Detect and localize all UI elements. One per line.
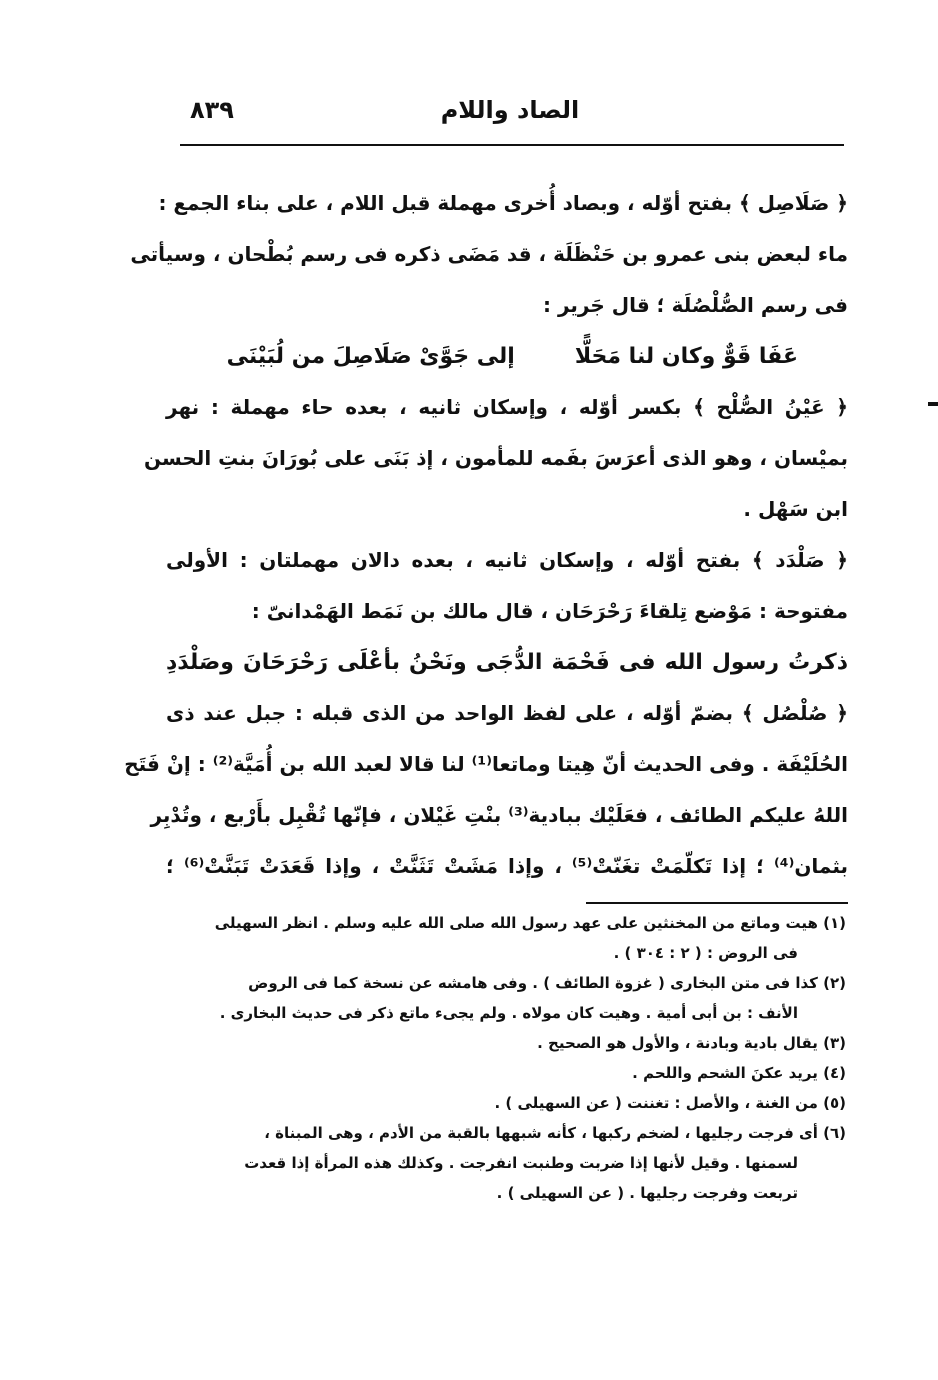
footnote-line: لسمنها . وقيل لأنها إذا ضربت وطنبت انفرجت . وكذلك هذه المرأة إذا قعدت [244,1154,798,1172]
footnote-line: تربعت وفرجت رجليها . ( عن السهيلى ) . [496,1184,798,1202]
text-line: فى رسم الصُّلْصُلَة ؛ قال جَرير : [543,293,848,317]
main-text [124,178,848,892]
footnote-line: الأنف : بن أبى أمية . وهيت كان مولاه . ولم يجىء ماتع ذكر فى حديث البخارى . [219,1004,798,1022]
footnote-line: (٤) يريد عكنَ الشحم واللحم . [632,1064,846,1082]
text-line: ﴿ عَيْنُ الصُّلْح ﴾ بكسر أوّله ، وإسكان ثانيه ، بعده حاء مهملة : نهر [166,395,848,419]
footnote-line: (٦) أى فرجت رجليها ، لضخم ركبها ، كأنه شبهها بالقبة من الأدم ، وهى المبناة ، [264,1124,846,1142]
running-head [180,92,840,132]
text-line: اللهُ عليكم الطائف ، فعَلَيْك ببادية⁽³⁾ بنْتِ غَيْلان ، فإنّها تُقْبِل بأَرْبع ، وتُدْبِر [150,803,848,827]
footnote-line: (٢) كذا فى متن البخارى ( غزوة الطائف ) . وفى هامشه عن نسخة كما فى الروض [248,974,846,992]
text-line: مفتوحة : مَوْضع تِلقاءَ رَحْرَحَان ، قال مالك بن نَمَط الهَمْدانىّ : [251,599,848,623]
text-line: ﴿ صَلْدَد ﴾ بفتح أوّله ، وإسكان ثانيه ، بعده دالان مهملتان : الأولى [166,548,848,572]
footnotes [170,908,846,1208]
verse-second-hemistich: إلى جَوَّىْ صَلَاصِلَ من لُبَيْنَى [226,344,515,369]
footnote-rule [586,902,848,904]
page-number: ٨٣٩ [190,96,234,124]
margin-mark [928,402,938,406]
text-line: بميْسان ، وهو الذى أعرَسَ بفَمه للمأمون ، إذ بَنَى على بُورَانَ بنتِ الحسن [144,446,848,470]
text-line: ابن سَهْل . [743,497,848,521]
text-line: ﴿ صُلْصُل ﴾ بضمّ أوّله ، على لفظ الواحد من الذى قبله : جبل عند ذى [166,701,848,725]
verse-line: ذكرتُ رسول الله فى فَحْمَة الدُّجَى ونَحْنُ بأعْلَى رَحْرَحَانَ وصَلْدَدِ [166,650,848,675]
text-line: ماء لبعض بنى عمرو بن حَنْظَلَة ، قد مَضَى ذكره فى رسم بُطْحان ، وسيأتى [130,242,848,266]
footnote-line: (١) هيت وماتع من المخنثين على عهد رسول الله صلى الله عليه وسلم . انظر السهيلى [214,914,846,932]
footnote-line: فى الروض : ( ٢ : ٣٠٤ ) . [613,944,798,962]
text-line: بثمان⁽⁴⁾ ؛ إذا تَكلّمَتْ تغَنّتْ⁽⁵⁾ ، وإذا مَشَتْ تَثَنَّتْ ، وإذا قَعَدَتْ تَبَنَّتْ⁽⁶⁾ ؛ [166,854,848,878]
footnote-line: (٣) يقال بادية وبادنة ، والأول هو الصحيح . [537,1034,846,1052]
verse-first-hemistich: عَفَا قَوٌّ وكان لنا مَحَلًّا [574,344,798,369]
header-rule [180,144,844,146]
page-title: الصاد واللام [440,96,580,124]
text-line: الحُلَيْفَة . وفى الحديث أنّ هِيتا وماتعا⁽¹⁾ لنا قالا لعبد الله بن أُمَيَّة⁽²⁾ : إنْ فَتَح [124,752,848,776]
footnote-line: (٥) من الغنة ، والأصل : تغننت ( عن السهيلى ) . [494,1094,846,1112]
verse-line [166,331,848,382]
text-line: ﴿ صَلَاصِل ﴾ بفتح أوّله ، وبصاد أُخرى مهملة قبل اللام ، على بناء الجمع : [158,191,848,215]
